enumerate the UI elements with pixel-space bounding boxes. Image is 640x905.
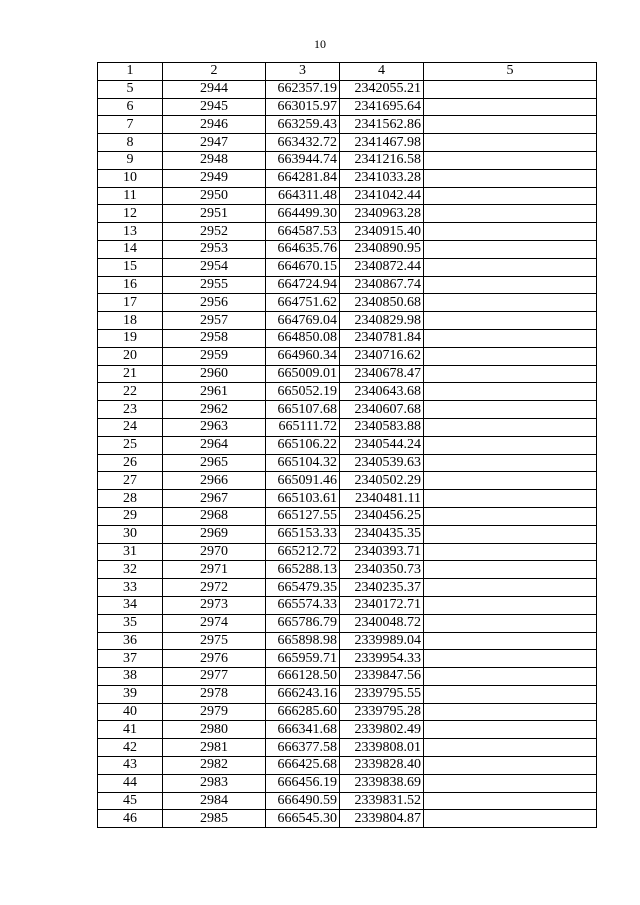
table-header: [98, 63, 597, 81]
point-id-cell: 2966: [163, 472, 266, 490]
y-coordinate-cell: 2340890.95: [340, 240, 424, 258]
y-coordinate-cell: 2341216.58: [340, 151, 424, 169]
row-number-cell: 16: [98, 276, 163, 294]
note-cell: [424, 792, 597, 810]
row-number-cell: 33: [98, 579, 163, 597]
x-coordinate-cell: 664281.84: [266, 169, 340, 187]
point-id-cell: 2950: [163, 187, 266, 205]
table-row: [98, 579, 597, 597]
row-number-cell: 8: [98, 134, 163, 152]
point-id-cell: 2970: [163, 543, 266, 561]
point-id-cell: 2982: [163, 757, 266, 775]
y-coordinate-cell: 2339808.01: [340, 739, 424, 757]
x-coordinate-cell: 665107.68: [266, 401, 340, 419]
x-coordinate-cell: 666456.19: [266, 774, 340, 792]
note-cell: [424, 650, 597, 668]
table-row: [98, 312, 597, 330]
x-coordinate-cell: 665009.01: [266, 365, 340, 383]
x-coordinate-cell: 665103.61: [266, 490, 340, 508]
note-cell: [424, 134, 597, 152]
table-row: [98, 365, 597, 383]
table-row: [98, 80, 597, 98]
point-id-cell: 2944: [163, 80, 266, 98]
y-coordinate-cell: 2340539.63: [340, 454, 424, 472]
point-id-cell: 2974: [163, 614, 266, 632]
point-id-cell: 2965: [163, 454, 266, 472]
x-coordinate-cell: 666545.30: [266, 810, 340, 828]
x-coordinate-cell: 664670.15: [266, 258, 340, 276]
note-cell: [424, 810, 597, 828]
x-coordinate-cell: 665288.13: [266, 561, 340, 579]
column-header-4: 4: [340, 63, 424, 81]
x-coordinate-cell: 665212.72: [266, 543, 340, 561]
note-cell: [424, 116, 597, 134]
point-id-cell: 2955: [163, 276, 266, 294]
y-coordinate-cell: 2340544.24: [340, 436, 424, 454]
row-number-cell: 19: [98, 329, 163, 347]
note-cell: [424, 169, 597, 187]
table-row: [98, 561, 597, 579]
table-row: [98, 169, 597, 187]
note-cell: [424, 721, 597, 739]
row-number-cell: 10: [98, 169, 163, 187]
x-coordinate-cell: 665127.55: [266, 507, 340, 525]
x-coordinate-cell: 666341.68: [266, 721, 340, 739]
table-row: [98, 383, 597, 401]
x-coordinate-cell: 666243.16: [266, 685, 340, 703]
y-coordinate-cell: 2340716.62: [340, 347, 424, 365]
row-number-cell: 5: [98, 80, 163, 98]
y-coordinate-cell: 2341467.98: [340, 134, 424, 152]
x-coordinate-cell: 664724.94: [266, 276, 340, 294]
point-id-cell: 2973: [163, 596, 266, 614]
table-row: [98, 668, 597, 686]
note-cell: [424, 561, 597, 579]
x-coordinate-cell: 666128.50: [266, 668, 340, 686]
table-row: [98, 347, 597, 365]
note-cell: [424, 329, 597, 347]
y-coordinate-cell: 2340583.88: [340, 418, 424, 436]
y-coordinate-cell: 2340393.71: [340, 543, 424, 561]
note-cell: [424, 187, 597, 205]
row-number-cell: 11: [98, 187, 163, 205]
y-coordinate-cell: 2340872.44: [340, 258, 424, 276]
row-number-cell: 22: [98, 383, 163, 401]
table-row: [98, 792, 597, 810]
row-number-cell: 45: [98, 792, 163, 810]
table-row: [98, 258, 597, 276]
point-id-cell: 2948: [163, 151, 266, 169]
x-coordinate-cell: 665052.19: [266, 383, 340, 401]
y-coordinate-cell: 2340963.28: [340, 205, 424, 223]
row-number-cell: 36: [98, 632, 163, 650]
column-header-5: 5: [424, 63, 597, 81]
note-cell: [424, 596, 597, 614]
point-id-cell: 2947: [163, 134, 266, 152]
row-number-cell: 7: [98, 116, 163, 134]
x-coordinate-cell: 665898.98: [266, 632, 340, 650]
row-number-cell: 42: [98, 739, 163, 757]
table-row: [98, 223, 597, 241]
point-id-cell: 2980: [163, 721, 266, 739]
x-coordinate-cell: 666425.68: [266, 757, 340, 775]
column-header-3: 3: [266, 63, 340, 81]
point-id-cell: 2949: [163, 169, 266, 187]
point-id-cell: 2946: [163, 116, 266, 134]
table-row: [98, 294, 597, 312]
x-coordinate-cell: 663944.74: [266, 151, 340, 169]
row-number-cell: 14: [98, 240, 163, 258]
x-coordinate-cell: 663015.97: [266, 98, 340, 116]
row-number-cell: 9: [98, 151, 163, 169]
coordinates-table: [97, 62, 597, 828]
y-coordinate-cell: 2340350.73: [340, 561, 424, 579]
row-number-cell: 27: [98, 472, 163, 490]
point-id-cell: 2977: [163, 668, 266, 686]
point-id-cell: 2951: [163, 205, 266, 223]
point-id-cell: 2983: [163, 774, 266, 792]
table-row: [98, 810, 597, 828]
table-row: [98, 436, 597, 454]
note-cell: [424, 685, 597, 703]
y-coordinate-cell: 2340829.98: [340, 312, 424, 330]
table-row: [98, 134, 597, 152]
row-number-cell: 40: [98, 703, 163, 721]
header-row: [98, 63, 597, 81]
note-cell: [424, 223, 597, 241]
row-number-cell: 29: [98, 507, 163, 525]
table-row: [98, 401, 597, 419]
note-cell: [424, 668, 597, 686]
row-number-cell: 37: [98, 650, 163, 668]
table-row: [98, 116, 597, 134]
table-row: [98, 650, 597, 668]
note-cell: [424, 490, 597, 508]
y-coordinate-cell: 2340781.84: [340, 329, 424, 347]
y-coordinate-cell: 2340048.72: [340, 614, 424, 632]
y-coordinate-cell: 2339802.49: [340, 721, 424, 739]
point-id-cell: 2960: [163, 365, 266, 383]
y-coordinate-cell: 2339954.33: [340, 650, 424, 668]
note-cell: [424, 632, 597, 650]
point-id-cell: 2979: [163, 703, 266, 721]
row-number-cell: 41: [98, 721, 163, 739]
note-cell: [424, 80, 597, 98]
y-coordinate-cell: 2341695.64: [340, 98, 424, 116]
y-coordinate-cell: 2339804.87: [340, 810, 424, 828]
row-number-cell: 18: [98, 312, 163, 330]
point-id-cell: 2981: [163, 739, 266, 757]
y-coordinate-cell: 2340481.11: [340, 490, 424, 508]
y-coordinate-cell: 2340867.74: [340, 276, 424, 294]
table-row: [98, 507, 597, 525]
point-id-cell: 2971: [163, 561, 266, 579]
point-id-cell: 2952: [163, 223, 266, 241]
table-row: [98, 703, 597, 721]
point-id-cell: 2954: [163, 258, 266, 276]
table-row: [98, 739, 597, 757]
point-id-cell: 2957: [163, 312, 266, 330]
table-row: [98, 774, 597, 792]
y-coordinate-cell: 2342055.21: [340, 80, 424, 98]
table-row: [98, 240, 597, 258]
point-id-cell: 2953: [163, 240, 266, 258]
x-coordinate-cell: 664960.34: [266, 347, 340, 365]
y-coordinate-cell: 2340435.35: [340, 525, 424, 543]
row-number-cell: 34: [98, 596, 163, 614]
point-id-cell: 2975: [163, 632, 266, 650]
note-cell: [424, 151, 597, 169]
row-number-cell: 44: [98, 774, 163, 792]
y-coordinate-cell: 2339838.69: [340, 774, 424, 792]
note-cell: [424, 507, 597, 525]
row-number-cell: 13: [98, 223, 163, 241]
y-coordinate-cell: 2340915.40: [340, 223, 424, 241]
x-coordinate-cell: 662357.19: [266, 80, 340, 98]
x-coordinate-cell: 663432.72: [266, 134, 340, 152]
y-coordinate-cell: 2340643.68: [340, 383, 424, 401]
table-row: [98, 685, 597, 703]
x-coordinate-cell: 663259.43: [266, 116, 340, 134]
column-header-2: 2: [163, 63, 266, 81]
row-number-cell: 35: [98, 614, 163, 632]
row-number-cell: 30: [98, 525, 163, 543]
note-cell: [424, 472, 597, 490]
note-cell: [424, 312, 597, 330]
x-coordinate-cell: 665111.72: [266, 418, 340, 436]
y-coordinate-cell: 2340502.29: [340, 472, 424, 490]
x-coordinate-cell: 664587.53: [266, 223, 340, 241]
table-row: [98, 98, 597, 116]
note-cell: [424, 543, 597, 561]
x-coordinate-cell: 664769.04: [266, 312, 340, 330]
point-id-cell: 2976: [163, 650, 266, 668]
note-cell: [424, 258, 597, 276]
note-cell: [424, 240, 597, 258]
row-number-cell: 21: [98, 365, 163, 383]
y-coordinate-cell: 2339989.04: [340, 632, 424, 650]
note-cell: [424, 383, 597, 401]
note-cell: [424, 276, 597, 294]
x-coordinate-cell: 665786.79: [266, 614, 340, 632]
x-coordinate-cell: 665574.33: [266, 596, 340, 614]
x-coordinate-cell: 666490.59: [266, 792, 340, 810]
table-row: [98, 418, 597, 436]
table-row: [98, 490, 597, 508]
row-number-cell: 6: [98, 98, 163, 116]
x-coordinate-cell: 664751.62: [266, 294, 340, 312]
table-row: [98, 596, 597, 614]
note-cell: [424, 739, 597, 757]
point-id-cell: 2961: [163, 383, 266, 401]
table-row: [98, 205, 597, 223]
table-row: [98, 329, 597, 347]
row-number-cell: 12: [98, 205, 163, 223]
x-coordinate-cell: 664499.30: [266, 205, 340, 223]
y-coordinate-cell: 2340456.25: [340, 507, 424, 525]
note-cell: [424, 418, 597, 436]
table-row: [98, 757, 597, 775]
page-number: 10: [314, 37, 326, 51]
x-coordinate-cell: 665479.35: [266, 579, 340, 597]
table-row: [98, 454, 597, 472]
row-number-cell: 20: [98, 347, 163, 365]
point-id-cell: 2972: [163, 579, 266, 597]
note-cell: [424, 98, 597, 116]
point-id-cell: 2956: [163, 294, 266, 312]
row-number-cell: 32: [98, 561, 163, 579]
note-cell: [424, 205, 597, 223]
point-id-cell: 2958: [163, 329, 266, 347]
point-id-cell: 2963: [163, 418, 266, 436]
y-coordinate-cell: 2340607.68: [340, 401, 424, 419]
x-coordinate-cell: 666377.58: [266, 739, 340, 757]
y-coordinate-cell: 2339828.40: [340, 757, 424, 775]
row-number-cell: 31: [98, 543, 163, 561]
table-row: [98, 472, 597, 490]
note-cell: [424, 774, 597, 792]
y-coordinate-cell: 2340235.37: [340, 579, 424, 597]
y-coordinate-cell: 2339795.55: [340, 685, 424, 703]
row-number-cell: 46: [98, 810, 163, 828]
table-row: [98, 151, 597, 169]
y-coordinate-cell: 2341033.28: [340, 169, 424, 187]
note-cell: [424, 614, 597, 632]
point-id-cell: 2945: [163, 98, 266, 116]
note-cell: [424, 294, 597, 312]
table-row: [98, 614, 597, 632]
row-number-cell: 28: [98, 490, 163, 508]
row-number-cell: 17: [98, 294, 163, 312]
note-cell: [424, 703, 597, 721]
note-cell: [424, 401, 597, 419]
point-id-cell: 2968: [163, 507, 266, 525]
x-coordinate-cell: 665091.46: [266, 472, 340, 490]
row-number-cell: 24: [98, 418, 163, 436]
point-id-cell: 2959: [163, 347, 266, 365]
note-cell: [424, 525, 597, 543]
row-number-cell: 25: [98, 436, 163, 454]
y-coordinate-cell: 2339831.52: [340, 792, 424, 810]
point-id-cell: 2978: [163, 685, 266, 703]
table-row: [98, 543, 597, 561]
y-coordinate-cell: 2341042.44: [340, 187, 424, 205]
note-cell: [424, 347, 597, 365]
table-row: [98, 187, 597, 205]
point-id-cell: 2967: [163, 490, 266, 508]
y-coordinate-cell: 2340172.71: [340, 596, 424, 614]
point-id-cell: 2984: [163, 792, 266, 810]
row-number-cell: 39: [98, 685, 163, 703]
note-cell: [424, 757, 597, 775]
row-number-cell: 38: [98, 668, 163, 686]
note-cell: [424, 436, 597, 454]
y-coordinate-cell: 2340850.68: [340, 294, 424, 312]
point-id-cell: 2964: [163, 436, 266, 454]
point-id-cell: 2969: [163, 525, 266, 543]
x-coordinate-cell: 665153.33: [266, 525, 340, 543]
table-row: [98, 525, 597, 543]
note-cell: [424, 579, 597, 597]
y-coordinate-cell: 2341562.86: [340, 116, 424, 134]
table-row: [98, 632, 597, 650]
y-coordinate-cell: 2339847.56: [340, 668, 424, 686]
row-number-cell: 43: [98, 757, 163, 775]
x-coordinate-cell: 665959.71: [266, 650, 340, 668]
row-number-cell: 23: [98, 401, 163, 419]
point-id-cell: 2985: [163, 810, 266, 828]
table-row: [98, 276, 597, 294]
x-coordinate-cell: 664850.08: [266, 329, 340, 347]
y-coordinate-cell: 2340678.47: [340, 365, 424, 383]
point-id-cell: 2962: [163, 401, 266, 419]
x-coordinate-cell: 665104.32: [266, 454, 340, 472]
column-header-1: 1: [98, 63, 163, 81]
x-coordinate-cell: 664635.76: [266, 240, 340, 258]
x-coordinate-cell: 664311.48: [266, 187, 340, 205]
note-cell: [424, 365, 597, 383]
table-row: [98, 721, 597, 739]
x-coordinate-cell: 665106.22: [266, 436, 340, 454]
table-body: [98, 80, 597, 827]
x-coordinate-cell: 666285.60: [266, 703, 340, 721]
y-coordinate-cell: 2339795.28: [340, 703, 424, 721]
note-cell: [424, 454, 597, 472]
row-number-cell: 15: [98, 258, 163, 276]
row-number-cell: 26: [98, 454, 163, 472]
